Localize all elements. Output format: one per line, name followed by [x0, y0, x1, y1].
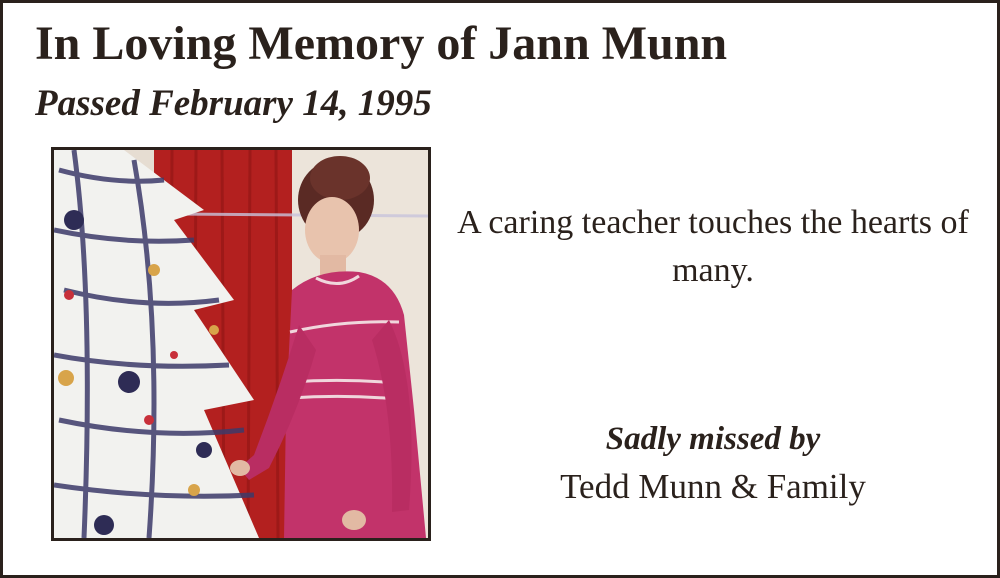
portrait-illustration	[54, 150, 428, 538]
portrait-photo	[51, 147, 431, 541]
memorial-date: Passed February 14, 1995	[35, 83, 432, 124]
family-names: Tedd Munn & Family	[560, 467, 866, 506]
sadly-missed-label: Sadly missed by	[605, 421, 821, 457]
memorial-title: In Loving Memory of Jann Munn	[35, 17, 728, 70]
memorial-tagline: A caring teacher touches the hearts of many.	[457, 204, 969, 289]
